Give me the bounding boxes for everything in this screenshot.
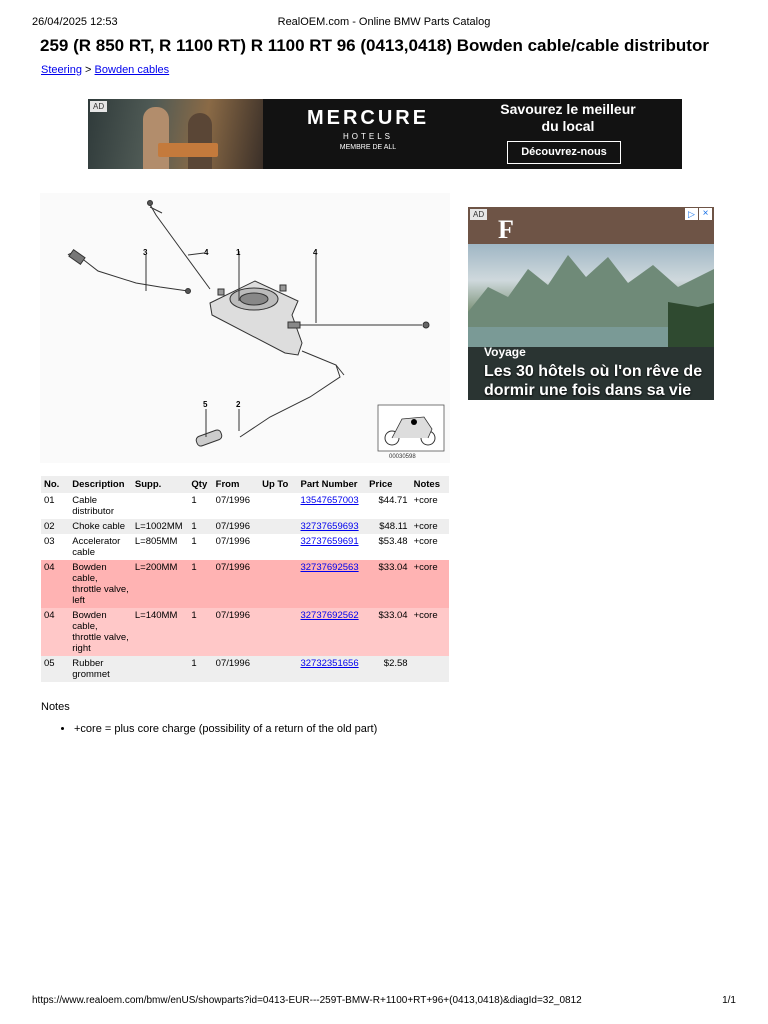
callout-5: 5 — [203, 400, 208, 409]
table-row — [41, 534, 449, 560]
ad-headline-line1: Savourez le meilleur — [500, 101, 636, 117]
brand-member: MEMBRE DE ALL — [339, 144, 397, 151]
ad-cta-button[interactable]: Découvrez-nous — [507, 141, 621, 164]
cell-notes: +core — [411, 534, 449, 560]
cell-price: $44.71 — [366, 493, 410, 519]
ad-label: AD — [90, 101, 107, 112]
callout-3: 3 — [143, 248, 148, 257]
ad-headline-line2: du local — [541, 118, 595, 134]
cell-upto — [259, 534, 297, 560]
print-url: https://www.realoem.com/bmw/enUS/showparts?id=0413-EUR---259T-BMW-R+1100+RT+96+(0413,0418)&diagId=32_0812 — [32, 995, 582, 1006]
cell-price: $48.11 — [366, 519, 410, 534]
parts-diagram[interactable] — [40, 193, 450, 463]
table-row — [41, 560, 449, 608]
page-title: 259 (R 850 RT, R 1100 RT) R 1100 RT 96 (0413,0418) Bowden cable/cable distributor — [40, 36, 709, 55]
part-number-link[interactable]: 13547657003 — [300, 495, 359, 506]
breadcrumb — [41, 64, 169, 76]
cell-no: 01 — [41, 493, 69, 519]
cell-from: 07/1996 — [213, 608, 259, 656]
publisher-logo: F — [498, 215, 514, 244]
callout-2: 2 — [236, 400, 241, 409]
table-row — [41, 656, 449, 682]
col-notes: Notes — [411, 476, 449, 493]
col-from: From — [213, 476, 259, 493]
cell-supp: L=1002MM — [132, 519, 189, 534]
callout-1: 1 — [236, 248, 241, 257]
table-row — [41, 493, 449, 519]
cell-price: $33.04 — [366, 608, 410, 656]
cell-description: Choke cable — [69, 519, 132, 534]
notes-heading: Notes — [41, 701, 70, 713]
col-qty: Qty — [188, 476, 212, 493]
print-page-title: RealOEM.com - Online BMW Parts Catalog — [277, 16, 491, 28]
cell-notes — [411, 656, 449, 682]
ad-photo — [88, 99, 263, 169]
cell-supp — [132, 656, 189, 682]
ad-headline — [468, 101, 668, 135]
cell-from: 07/1996 — [213, 534, 259, 560]
cell-price: $53.48 — [366, 534, 410, 560]
table-header-row — [41, 476, 449, 493]
mercure-ad-banner[interactable] — [88, 99, 682, 169]
breadcrumb-separator: > — [85, 64, 92, 76]
col-upto: Up To — [259, 476, 297, 493]
cell-description: Cable distributor — [69, 493, 132, 519]
brand-name: MERCURE — [306, 107, 430, 129]
cell-upto — [259, 560, 297, 608]
cell-description: Rubber grommet — [69, 656, 132, 682]
cell-upto — [259, 493, 297, 519]
cell-qty: 1 — [188, 519, 212, 534]
cell-description: Bowden cable, throttle valve, left — [69, 560, 132, 608]
part-number-link[interactable]: 32737692562 — [300, 610, 359, 621]
col-no: No. — [41, 476, 69, 493]
col-price: Price — [366, 476, 410, 493]
cell-from: 07/1996 — [213, 519, 259, 534]
col-part-number: Part Number — [297, 476, 366, 493]
cell-qty: 1 — [188, 493, 212, 519]
part-number-link[interactable]: 32732351656 — [300, 658, 359, 669]
cell-qty: 1 — [188, 534, 212, 560]
cell-no: 05 — [41, 656, 69, 682]
mercure-logo — [288, 107, 448, 151]
cell-no: 03 — [41, 534, 69, 560]
ad-headline: Les 30 hôtels où l'on rêve de dormir une fois dans sa vie — [484, 363, 703, 399]
cell-qty: 1 — [188, 560, 212, 608]
cell-upto — [259, 519, 297, 534]
ad-category: Voyage — [484, 345, 526, 359]
cell-supp: L=805MM — [132, 534, 189, 560]
motorcycle-thumbnail — [378, 405, 444, 460]
diagram-image-code: 00030598 — [389, 454, 416, 460]
breadcrumb-steering-link[interactable]: Steering — [41, 64, 82, 76]
cell-from: 07/1996 — [213, 560, 259, 608]
brand-sub: HOTELS — [342, 132, 393, 141]
part-number-link[interactable]: 32737659693 — [300, 521, 359, 532]
ad-label: AD — [470, 209, 487, 220]
adchoices-icon[interactable]: ▷ — [685, 208, 698, 220]
cell-from: 07/1996 — [213, 656, 259, 682]
table-row — [41, 608, 449, 656]
table-row — [41, 519, 449, 534]
cell-notes: +core — [411, 608, 449, 656]
cell-from: 07/1996 — [213, 493, 259, 519]
cell-notes: +core — [411, 493, 449, 519]
cell-price: $2.58 — [366, 656, 410, 682]
close-icon[interactable]: × — [699, 208, 712, 220]
part-number-link[interactable]: 32737692563 — [300, 562, 359, 573]
callout-4-right: 4 — [313, 248, 318, 257]
notes-item: • +core = plus core charge (possibility of a return of the old part) — [74, 723, 377, 735]
cell-supp: L=200MM — [132, 560, 189, 608]
cell-no: 04 — [41, 608, 69, 656]
print-page-number: 1/1 — [722, 995, 736, 1006]
cell-supp — [132, 493, 189, 519]
cell-notes: +core — [411, 519, 449, 534]
cell-description: Bowden cable, throttle valve, right — [69, 608, 132, 656]
breadcrumb-bowden-cables-link[interactable]: Bowden cables — [94, 64, 170, 76]
col-supp: Supp. — [132, 476, 189, 493]
cell-upto — [259, 608, 297, 656]
callout-4-left: 4 — [204, 248, 209, 257]
parts-diagram-drawing — [40, 193, 450, 463]
cell-supp: L=140MM — [132, 608, 189, 656]
notes-list — [56, 723, 377, 735]
cell-price: $33.04 — [366, 560, 410, 608]
col-description: Description — [69, 476, 132, 493]
cell-no: 04 — [41, 560, 69, 608]
cell-qty: 1 — [188, 656, 212, 682]
travel-ad[interactable] — [468, 207, 714, 400]
parts-table — [41, 476, 449, 682]
cell-notes: +core — [411, 560, 449, 608]
cell-description: Accelerator cable — [69, 534, 132, 560]
cell-qty: 1 — [188, 608, 212, 656]
print-datetime: 26/04/2025 12:53 — [32, 16, 118, 28]
cell-upto — [259, 656, 297, 682]
part-number-link[interactable]: 32737659691 — [300, 536, 359, 547]
cell-no: 02 — [41, 519, 69, 534]
